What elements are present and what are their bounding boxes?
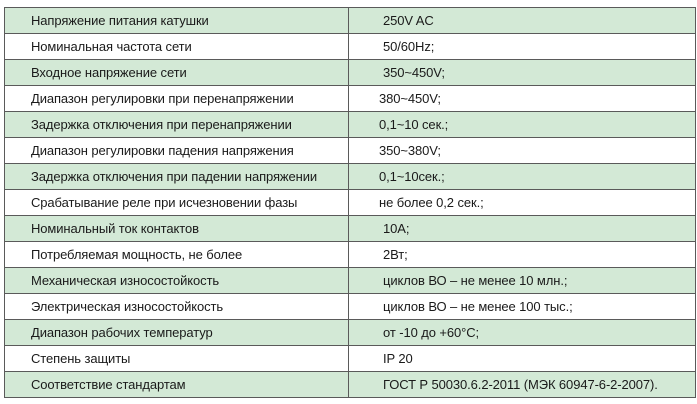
parameter-value: циклов ВО – не менее 10 млн.;: [349, 268, 696, 294]
parameter-value: 380~450V;: [349, 86, 696, 112]
parameter-value: 50/60Hz;: [349, 34, 696, 60]
parameter-name: Задержка отключения при падении напряжении: [5, 164, 349, 190]
parameter-name: Срабатывание реле при исчезновении фазы: [5, 190, 349, 216]
parameter-name: Диапазон регулировки падения напряжения: [5, 138, 349, 164]
parameter-name: Диапазон рабочих температур: [5, 320, 349, 346]
parameter-value: 350~380V;: [349, 138, 696, 164]
table-row: [5, 112, 696, 138]
parameter-name: Задержка отключения при перенапряжении: [5, 112, 349, 138]
parameter-name: Механическая износостойкость: [5, 268, 349, 294]
table-row: [5, 346, 696, 372]
parameter-value: от -10 до +60°С;: [349, 320, 696, 346]
parameter-value: 250V AC: [349, 8, 696, 34]
parameter-name: Электрическая износостойкость: [5, 294, 349, 320]
parameter-value: 10A;: [349, 216, 696, 242]
parameter-name: Степень защиты: [5, 346, 349, 372]
parameter-name: Напряжение питания катушки: [5, 8, 349, 34]
parameter-value: не более 0,2 сек.;: [349, 190, 696, 216]
parameter-value: 350~450V;: [349, 60, 696, 86]
specifications-table: [4, 7, 696, 398]
parameter-name: Потребляемая мощность, не более: [5, 242, 349, 268]
table-row: [5, 320, 696, 346]
table-row: [5, 34, 696, 60]
table-row: [5, 190, 696, 216]
parameter-value: 0,1~10 сек.;: [349, 112, 696, 138]
parameter-value: ГОСТ Р 50030.6.2-2011 (МЭК 60947-6-2-2007).: [349, 372, 696, 398]
parameter-value: циклов ВО – не менее 100 тыс.;: [349, 294, 696, 320]
table-row: [5, 8, 696, 34]
table-row: [5, 268, 696, 294]
table-row: [5, 242, 696, 268]
table-row: [5, 138, 696, 164]
parameter-name: Соответствие стандартам: [5, 372, 349, 398]
parameter-value: IP 20: [349, 346, 696, 372]
table-row: [5, 372, 696, 398]
parameter-value: 0,1~10сек.;: [349, 164, 696, 190]
table-row: [5, 216, 696, 242]
parameter-name: Диапазон регулировки при перенапряжении: [5, 86, 349, 112]
parameter-name: Номинальный ток контактов: [5, 216, 349, 242]
parameter-value: 2Вт;: [349, 242, 696, 268]
parameter-name: Номинальная частота сети: [5, 34, 349, 60]
table-row: [5, 294, 696, 320]
table-row: [5, 86, 696, 112]
table-row: [5, 164, 696, 190]
table-row: [5, 60, 696, 86]
parameter-name: Входное напряжение сети: [5, 60, 349, 86]
